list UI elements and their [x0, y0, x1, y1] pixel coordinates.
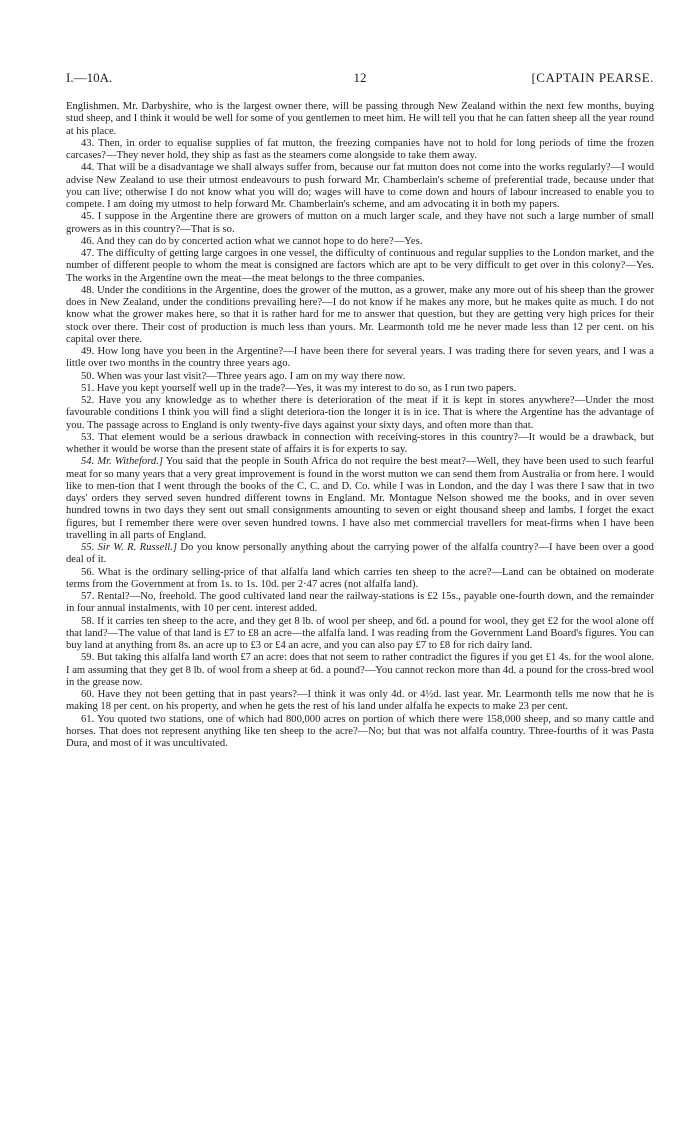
paragraph-text: Do you know personally anything about the carrying power of the alfalfa country?—I have been over a good deal of it. — [66, 542, 654, 566]
paragraph-text: 60. Have they not been getting that in past years?—I think it was only 4d. or 4½d. last year. Mr. Learmonth tells me now that he is making 18 per cent. on his property, and when he gets the rest of his land under alfalfa he expects to make 23 per cent. — [66, 689, 654, 713]
paragraph — [66, 248, 654, 285]
page-number: 12 — [353, 70, 367, 85]
paragraph — [66, 567, 654, 592]
paragraph — [66, 236, 654, 248]
page-header — [66, 72, 654, 96]
paragraph-text: 61. You quoted two stations, one of which had 800,000 acres on portion of which there were 158,000 sheep, and so many cattle and horses. That does not represent anything like ten sheep to the acre?—No; but that was not alfalfa country. Three-fourths of it was Pasta Dura, and most of it was uncultivated. — [66, 713, 654, 749]
paragraph — [66, 101, 654, 138]
speaker-label: 55. Sir W. R. Russell.] — [81, 542, 178, 553]
paragraph — [66, 456, 654, 542]
paragraph — [66, 689, 654, 714]
paragraph-text: 58. If it carries ten sheep to the acre, and they get 8 lb. of wool per sheep, and 6d. a pound for wool, they get £2 for the wool alone off that land?—The value of that land is £7 to £8 an acre—the alfalfa land. I was reading from the Government Land Board's figures. You can buy land at anything from 8s. an acre up to £3 or £4 an acre, and you can also pay £7 to £8 for rich dairy land. — [66, 615, 654, 651]
report-reference: I.—10A. — [66, 70, 113, 85]
paragraph-text: Englishmen. Mr. Darbyshire, who is the largest owner there, will be passing through New Zealand within the next few months, buying stud sheep, and I think it would be well for some of you gentlemen to meet him. He will tell you that he can fatten sheep all the year round at his place. — [66, 101, 654, 137]
paragraph-text: 48. Under the conditions in the Argentine, does the grower of the mutton, as a grower, make any more out of his sheep than the grower does in New Zealand, under the conditions prevailing here?—I do not know if he makes any more, but he makes quite as much. I do not know what the grower makes here, so that it is rather hard for me to answer that question, but they are getting very high prices for their stock over there. Their cost of production is much less than yours. Mr. Learmonth told me he never made less than 12 per cent. on his capital over there. — [66, 284, 654, 345]
paragraph-text: 46. And they can do by concerted action what we cannot hope to do here?—Yes. — [81, 235, 423, 247]
paragraph — [66, 542, 654, 567]
paragraph-text: 43. Then, in order to equalise supplies of fat mutton, the freezing companies have not to hold for long periods of time the frozen carcases?—They never hold, they ship as fast as the steamers come alongside to take them away. — [66, 137, 654, 161]
paragraph-text: 45. I suppose in the Argentine there are growers of mutton on a much larger scale, and they have not such a large number of small growers as in this country?—That is so. — [66, 211, 654, 235]
paragraph — [66, 211, 654, 236]
paragraph — [66, 432, 654, 457]
paragraph — [66, 714, 654, 751]
paragraph — [66, 138, 654, 163]
document-page — [66, 72, 654, 750]
paragraph-text: 57. Rental?—No, freehold. The good cultivated land near the railway-stations is £2 15s., payable one-fourth down, and the remainder in four annual instalments, with 10 per cent. interest added. — [66, 591, 654, 615]
paragraph — [66, 285, 654, 346]
document-body — [66, 101, 654, 750]
speaker-label: 54. Mr. Witheford.] — [81, 456, 163, 468]
paragraph — [66, 652, 654, 689]
paragraph-text: 51. Have you kept yourself well up in the trade?—Yes, it was my interest to do so, as I run two papers. — [81, 382, 517, 394]
paragraph — [66, 591, 654, 616]
paragraph — [66, 162, 654, 211]
paragraph-text: 53. That element would be a serious drawback in connection with receiving-stores in this country?—It would be a drawback, but whether it would be worse than the present state of affairs it is for experts to say. — [66, 431, 654, 455]
paragraph-text: 49. How long have you been in the Argentine?—I have been there for several years. I was trading there for seven years, and I was a little over two months in the country three years ago. — [66, 346, 654, 370]
paragraph-text: 44. That will be a disadvantage we shall always suffer from, because our fat mutton does not come into the works regularly?—I would advise New Zealand to use their utmost endeavours to push forward Mr. Chamberlain's scheme of preferential trade, because under that you can live; otherwise I do not know what you will do; wages will have to come down and hours of labour increased to enable you to compete. I am doing my utmost to help forward Mr. Chamberlain's scheme, and am advocating it in both my papers. — [66, 162, 654, 210]
witness-name: [CAPTAIN PEARSE. — [531, 70, 654, 85]
paragraph-text: 50. When was your last visit?—Three years ago. I am on my way there now. — [81, 370, 406, 382]
paragraph-text: 59. But taking this alfalfa land worth £7 an acre: does that not seem to rather contradict the figures if you get £1 4s. for the wool alone. I am assuming that they get 8 lb. of wool from a sheep at 6d. a pound?—You cannot reckon more than 4d. a pound for the cross-bred wool in the grease now. — [66, 652, 654, 688]
paragraph-text: 52. Have you any knowledge as to whether there is deterioration of the meat if it is kept in stores anywhere?—Under the most favourable conditions I think you will find a slight deteriora-tion the longer it is in ice. That is where the Argentine has the advantage of you. The passage across to England is only twenty-five days against your sixty days, and often more than that. — [66, 395, 654, 431]
paragraph — [66, 616, 654, 653]
paragraph-text: You said that the people in South Africa do not require the best meat?—Well, they have been used to such fearful meat for so many years that a very great improvement is found in the worst mutton we can send them from Australia or from here. I would like to men-tion that I went through the books of the C. C. and D. Co. while I was in London, and the day I was there I saw that in two days' orders they served seven hundred different towns in England. Mr. Montague Nelson showed me the books, and in over seven hundred towns in two days they sent out small consignments amounting to seven or eight thousand sheep and lambs. I forget the exact figures, but I remember there were over seven hundred towns. I have also met commercial travellers for meat-firms when I have been travelling in all parts of England. — [66, 456, 655, 541]
paragraph-text: 47. The difficulty of getting large cargoes in one vessel, the difficulty of continuous and regular supplies to the London market, and the number of different people to whom the meat is consigned are factors which are apt to be very difficult to get over in this colony?—Yes. The works in the Argentine own the meat—the meat belongs to the three companies. — [66, 248, 654, 284]
paragraph-text: 56. What is the ordinary selling-price of that alfalfa land which carries ten sheep to the acre?—Land can be obtained on moderate terms from the Government at from 1s. to 1s. 10d. per 2·47 acres (not alfalfa land). — [66, 566, 654, 590]
paragraph — [66, 395, 654, 432]
paragraph — [66, 346, 654, 371]
paragraph — [66, 371, 654, 383]
paragraph — [66, 383, 654, 395]
